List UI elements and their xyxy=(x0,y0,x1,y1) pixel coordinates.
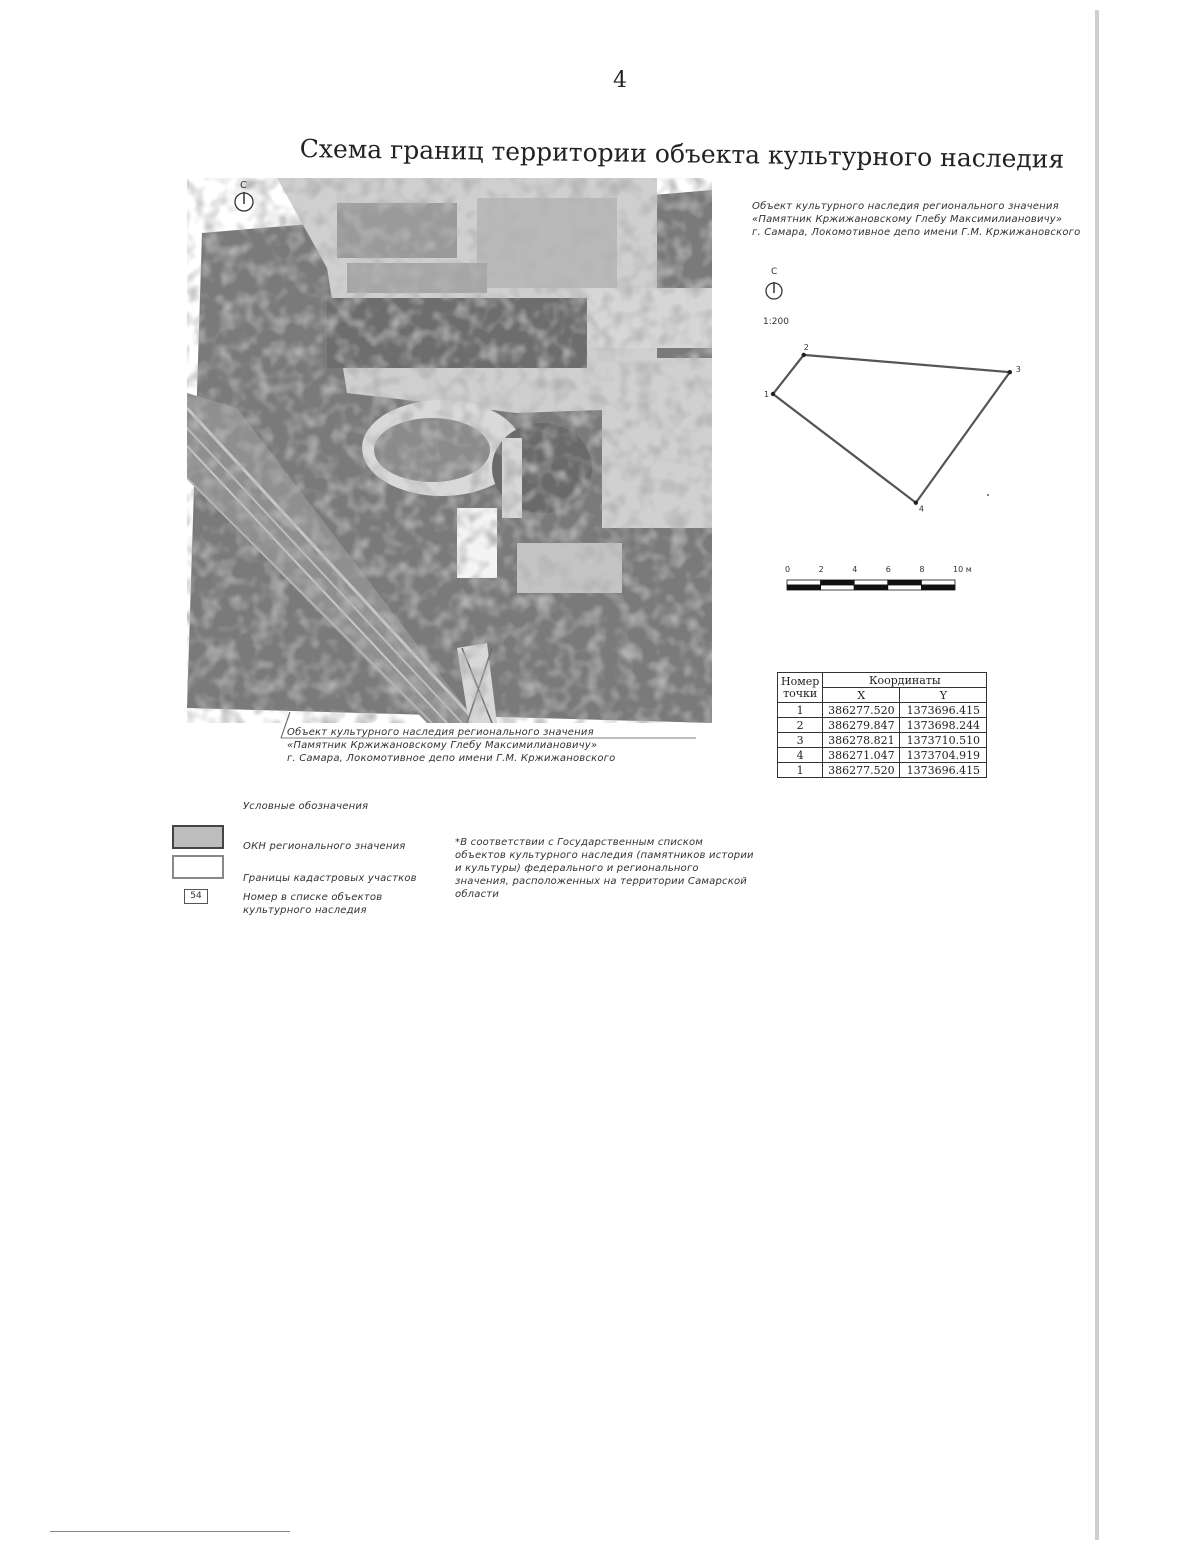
scale-bar-segment xyxy=(854,585,888,590)
boundary-point xyxy=(914,501,918,505)
scale-bar-segment xyxy=(821,580,855,585)
scheme-scale: 1:200 xyxy=(763,317,789,327)
cell-x: 386277.520 xyxy=(823,763,900,778)
scheme-header-line: г. Самара, Локомотивное депо имени Г.М. Кржижановского xyxy=(752,227,1081,238)
boundary-point xyxy=(1008,370,1012,374)
legend-swatch-okn xyxy=(172,825,224,849)
scheme-north-arrow-icon xyxy=(766,282,782,299)
cell-y: 1373710.510 xyxy=(900,733,987,748)
legend-label-okn: ОКН регионального значения xyxy=(243,841,406,852)
map-caption xyxy=(287,726,615,765)
table-row xyxy=(778,763,987,778)
table-row xyxy=(778,733,987,748)
page-title: Схема границ территории объекта культурного наследия xyxy=(299,134,1065,174)
boundary-point-label: 4 xyxy=(918,504,924,514)
boundary-point-label: 1 xyxy=(764,390,770,399)
scale-bar-segment xyxy=(787,585,821,590)
page-edge-shadow xyxy=(1095,10,1099,1540)
north-label: С xyxy=(240,180,247,191)
boundary-point-label: 3 xyxy=(1015,365,1021,375)
legend-label-cadastral: Границы кадастровых участков xyxy=(243,873,417,884)
north-arrow xyxy=(235,192,253,211)
scale-bar-tick-label: 2 xyxy=(818,565,824,574)
boundary-scheme xyxy=(755,262,1055,602)
boundary-polygon xyxy=(773,355,1010,503)
table-row xyxy=(778,703,987,718)
scale-bar xyxy=(785,565,972,590)
scale-bar-tick-label: 4 xyxy=(852,565,858,574)
scale-bar-segment xyxy=(787,580,821,585)
header-coordinates: Координаты xyxy=(823,673,987,688)
scale-bar-segment xyxy=(888,585,922,590)
scale-bar-segment xyxy=(821,585,855,590)
aerial-image xyxy=(187,178,712,723)
scale-bar-segment xyxy=(921,580,955,585)
scale-bar-tick-label: 0 xyxy=(785,565,791,574)
header-x: X xyxy=(823,688,900,703)
cell-x: 386279.847 xyxy=(823,718,900,733)
header-y: Y xyxy=(900,688,987,703)
scale-bar-segment xyxy=(854,580,888,585)
scale-bar-tick-label: 6 xyxy=(885,565,891,574)
cell-n: 1 xyxy=(778,763,823,778)
scheme-header-line: Объект культурного наследия регионального значения xyxy=(752,201,1059,212)
boundary-point xyxy=(802,353,806,357)
legend-label-list-number: Номер в списке объектов культурного наследия xyxy=(243,892,383,916)
table-row xyxy=(778,748,987,763)
cell-n: 3 xyxy=(778,733,823,748)
footnote-rule xyxy=(50,1531,290,1532)
cell-y: 1373696.415 xyxy=(900,703,987,718)
map-caption-line: «Памятник Кржижановскому Глебу Максимилиановичу» xyxy=(287,740,598,751)
cell-x: 386277.520 xyxy=(823,703,900,718)
cell-x: 386278.821 xyxy=(823,733,900,748)
cell-x: 386271.047 xyxy=(823,748,900,763)
cell-n: 2 xyxy=(778,718,823,733)
scheme-north-label: С xyxy=(771,267,778,277)
scale-bar-segment xyxy=(921,585,955,590)
table-row xyxy=(778,718,987,733)
cell-n: 4 xyxy=(778,748,823,763)
scale-bar-tick-label: 8 xyxy=(919,565,925,574)
cell-y: 1373704.919 xyxy=(900,748,987,763)
speck xyxy=(987,494,989,496)
scheme-header xyxy=(752,200,1080,239)
scheme-header-line: «Памятник Кржижановскому Глебу Максимилиановичу» xyxy=(752,214,1063,225)
map-caption-line: Объект культурного наследия регионального значения xyxy=(287,727,594,738)
legend-badge: 54 xyxy=(184,889,208,904)
scale-bar-tick-label: 10 м xyxy=(953,565,972,574)
aerial-map xyxy=(187,178,712,723)
page-number: 4 xyxy=(613,68,627,93)
header-point-number: Номер точки xyxy=(778,673,823,703)
scale-bar-segment xyxy=(888,580,922,585)
legend-swatch-cadastral xyxy=(172,855,224,879)
boundary-point xyxy=(771,392,775,396)
cell-y: 1373696.415 xyxy=(900,763,987,778)
legend-title: Условные обозначения xyxy=(243,801,369,812)
legend-note: *В соответствии с Государственным списком объектов культурного наследия (памятников истории и культуры) федерального и регионального значения, расположенных на территории Самарской области xyxy=(455,837,754,900)
cell-n: 1 xyxy=(778,703,823,718)
coordinates-table xyxy=(777,672,987,778)
boundary-point-label: 2 xyxy=(803,342,809,352)
cell-y: 1373698.244 xyxy=(900,718,987,733)
map-caption-line: г. Самара, Локомотивное депо имени Г.М. Кржижановского xyxy=(287,753,616,764)
